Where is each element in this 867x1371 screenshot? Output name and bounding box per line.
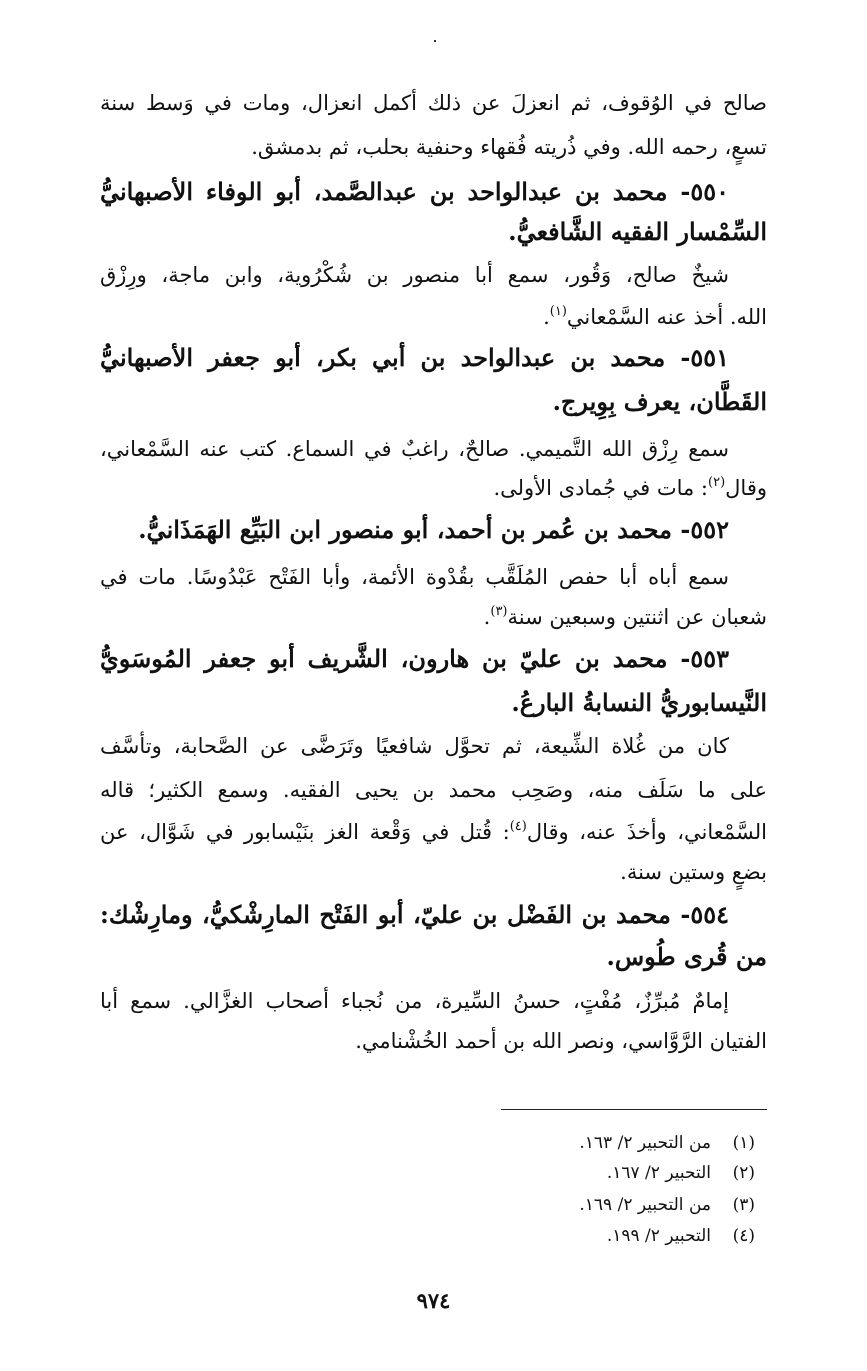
text-span: : قُتل في وَقْعة الغز بنَيْسابور في شَوَّال، عن <box>100 820 510 844</box>
entry-heading: من قُرى طُوس. <box>606 942 767 971</box>
footnote <box>100 1131 755 1155</box>
footnote-text: من التحبير ٢/ ١٦٣. <box>579 1133 711 1153</box>
entry-heading: القَطَّان، يعرف بِوِيرج. <box>552 387 767 416</box>
footnote <box>100 1224 755 1248</box>
footnote-text: التحبير ٢/ ١٦٧. <box>606 1163 711 1183</box>
footnote-ref: (٤) <box>509 819 527 834</box>
book-page <box>100 0 767 1371</box>
text-span: وقال <box>725 476 767 500</box>
text-line <box>100 302 767 332</box>
entry-heading: السِّمْسار الفقيه الشَّافعيُّ. <box>508 217 767 246</box>
footnote-text: التحبير ٢/ ١٩٩. <box>606 1226 711 1246</box>
text-line: على ما سَلَف منه، وصَحِب محمد بن يحيى الفقيه. وسمع الكثير؛ قاله <box>100 778 767 802</box>
text-line: إمامٌ مُبرِّزٌ، مُفْتٍ، حسنُ السِّيرة، من نُجباء أصحاب الغزَّالي. سمع أبا <box>100 989 729 1013</box>
text-line <box>100 602 767 632</box>
entry-heading: ٥٥٠- محمد بن عبدالواحد بن عبدالصَّمد، أبو الوفاء الأصبهانيُّ <box>100 177 729 206</box>
footnote-number: (٣) <box>732 1195 755 1215</box>
entry-heading: ٥٥٣- محمد بن عليّ بن هارون، الشَّريف أبو جعفر المُوسَويُّ <box>100 644 729 673</box>
text-line: الفتيان الرَّوَّاسي، ونصر الله بن أحمد الخُشْنامي. <box>355 1029 767 1053</box>
text-line: سمع رِزْق الله التَّميمي. صالحٌ، راغبٌ في السماع. كتب عنه السَّمْعاني، <box>100 437 729 461</box>
text-line: سمع أباه أبا حفص المُلَقَّب بقُدْوة الأئمة، وأبا الفَتْح عَبْدُوسًا. مات في <box>100 565 729 589</box>
text-span: السَّمْعاني، وأخذَ عنه، وقال <box>526 820 767 844</box>
text-span: الله. أخذ عنه السَّمْعاني <box>566 305 767 329</box>
footnote <box>100 1193 755 1217</box>
footnote <box>100 1161 755 1185</box>
text-line: تسعٍ، رحمه الله. وفي ذُريته فُقهاء وحنفية بحلب، ثم بدمشق. <box>251 135 767 159</box>
entry-heading: ٥٥٤- محمد بن الفَضْل بن عليّ، أبو الفَتْح المارِشْكيُّ، ومارِشْك: <box>100 900 729 929</box>
footnote-number: (٤) <box>732 1226 755 1246</box>
text-line: شيخٌ صالح، وَقُور، سمع أبا منصور بن شُكْرُوية، وابن ماجة، ورِزْق <box>100 263 729 287</box>
entry-heading: النَّيسابوريُّ النسابةُ البارعُ. <box>511 688 767 717</box>
footnote-text: من التحبير ٢/ ١٦٩. <box>579 1195 711 1215</box>
text-span: . <box>483 605 491 629</box>
entry-heading: ٥٥٢- محمد بن عُمر بن أحمد، أبو منصور ابن البَيِّع الهَمَذَانيُّ. <box>138 515 729 544</box>
text-line <box>100 473 767 503</box>
text-span: : مات في جُمادى الأولى. <box>493 476 709 500</box>
text-line <box>100 817 767 847</box>
text-span: شعبان عن اثنتين وسبعين سنة <box>507 605 767 629</box>
page-mark <box>434 40 436 42</box>
text-line: بضعٍ وستين سنة. <box>620 860 767 884</box>
footnote-ref: (١) <box>549 304 567 319</box>
footnote-ref: (٣) <box>490 604 508 619</box>
text-line: كان من غُلاة الشِّيعة، ثم تحوَّل شافعيًا وتَرَضَّى عن الصَّحابة، وتأسَّف <box>100 734 729 758</box>
page-number: ٩٧٤ <box>416 1288 451 1313</box>
footnote-ref: (٢) <box>708 475 726 490</box>
text-line: صالح في الوُقوف، ثم انعزلَ عن ذلك أكمل انعزال، ومات في وَسط سنة <box>100 91 767 115</box>
footnote-separator <box>501 1109 767 1110</box>
footnote-number: (٢) <box>732 1163 755 1183</box>
entry-heading: ٥٥١- محمد بن عبدالواحد بن أبي بكر، أبو جعفر الأصبهانيُّ <box>100 343 729 372</box>
text-span: . <box>543 305 550 329</box>
footnote-number: (١) <box>732 1133 755 1153</box>
